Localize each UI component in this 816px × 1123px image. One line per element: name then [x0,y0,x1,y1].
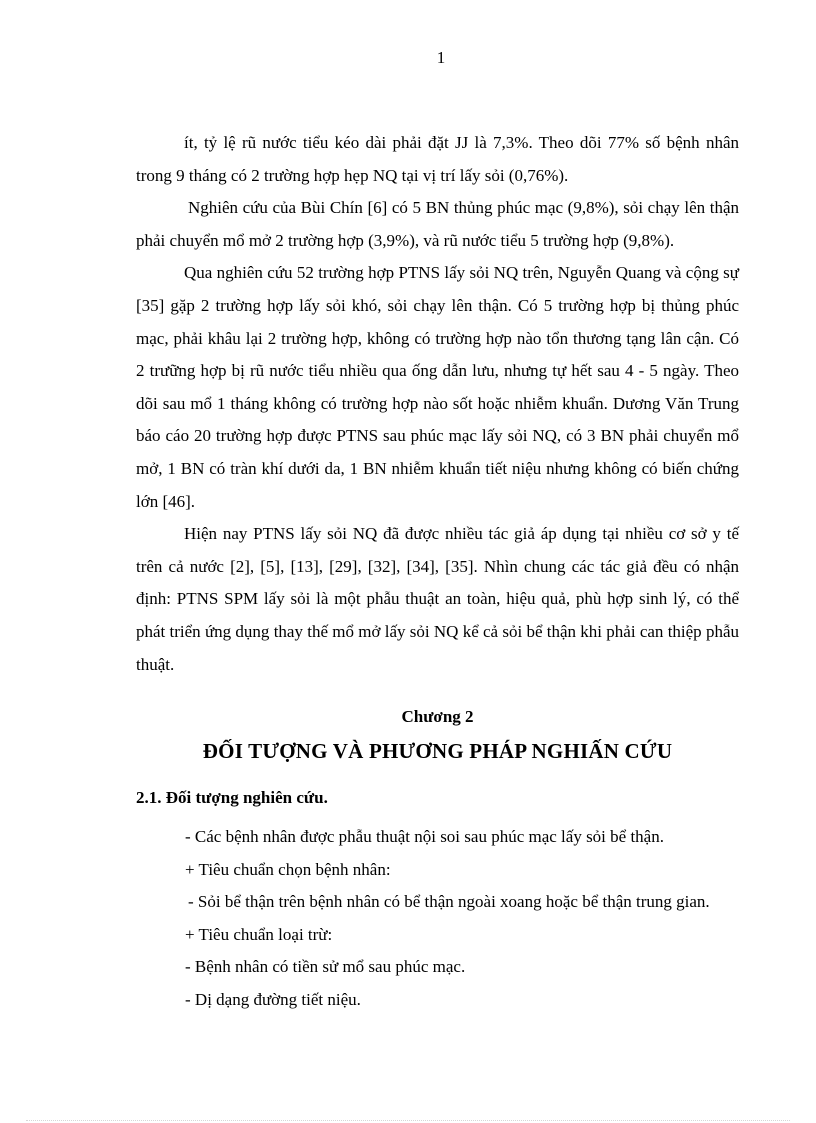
section-heading: 2.1. Đối tượng nghiên cứu. [136,788,328,807]
list-item: - Bệnh nhân có tiền sử mổ sau phúc mạc. [185,957,466,977]
criteria-list [185,821,745,1017]
paragraph-bui-chin-study: Nghiên cứu của Bùi Chín [6] có 5 BN thủng phúc mạc (9,8%), sỏi chạy lên thận phải chuyển mổ mở 2 trường hợp (3,9%), và rũ nước tiểu 5 trường hợp (9,8%). [136,198,739,250]
body-text [136,127,739,681]
page-number: 1 [436,48,446,67]
list-item: + Tiêu chuẩn loại trừ: [185,924,333,944]
page-bottom-divider [26,1120,790,1121]
chapter-title: ĐỐI TƯỢNG VÀ PHƯƠNG PHÁP NGHIẤN CỨU [202,739,673,763]
paragraph-complication-rates: ít, tỷ lệ rũ nước tiểu kéo dài phải đặt JJ là 7,3%. Theo dõi 77% số bệnh nhân trong 9 tháng có 2 trường hợp hẹp NQ tại vị trí lấy sỏi (0,76%). [136,133,739,185]
chapter-label: Chương 2 [401,707,474,726]
paragraph-current-practice: Hiện nay PTNS lấy sỏi NQ đã được nhiều tác giả áp dụng tại nhiều cơ sở y tế trên cả nước [2], [5], [13], [29], [32], [34], [35]. Nhìn chung các tác giả đều có nhận định: PTNS SPM lấy sỏi là một phẫu thuật an toàn, hiệu quả, phù hợp sinh lý, có thể phát triển ứng dụng thay thế mổ mở lấy sỏi NQ kể cả sỏi bể thận khi phải can thiệp phẫu thuật. [136,524,739,674]
list-item: - Dị dạng đường tiết niệu. [185,989,361,1009]
list-item: - Các bệnh nhân được phẫu thuật nội soi sau phúc mạc lấy sỏi bể thận. [185,827,664,846]
list-item: + Tiêu chuẩn chọn bệnh nhân: [185,859,391,879]
list-item: - Sỏi bể thận trên bệnh nhân có bể thận ngoài xoang hoặc bể thận trung gian. [188,892,710,912]
paragraph-nguyen-quang-study: Qua nghiên cứu 52 trường hợp PTNS lấy sỏi NQ trên, Nguyễn Quang và cộng sự [35] gặp 2 trường hợp lấy sỏi khó, sỏi chạy lên thận. Có 5 trường hợp bị thủng phúc mạc, phải khâu lại 2 trường hợp, không có trường hợp nào tổn thương tạng lân cận. Có 2 trưững hợp bị rũ nước tiểu nhiều qua ống dẫn lưu, nhưng tự hết sau 4 - 5 ngày. Theo dõi sau mổ 1 tháng không có trường hợp nào sốt hoặc nhiễm khuẩn. Dương Văn Trung báo cáo 20 trường hợp được PTNS sau phúc mạc lấy sỏi NQ, có 3 BN phải chuyển mổ mở, 1 BN có tràn khí dưới da, 1 BN nhiễm khuẩn tiết niệu nhưng không có biến chứng lớn [46]. [136,263,739,511]
